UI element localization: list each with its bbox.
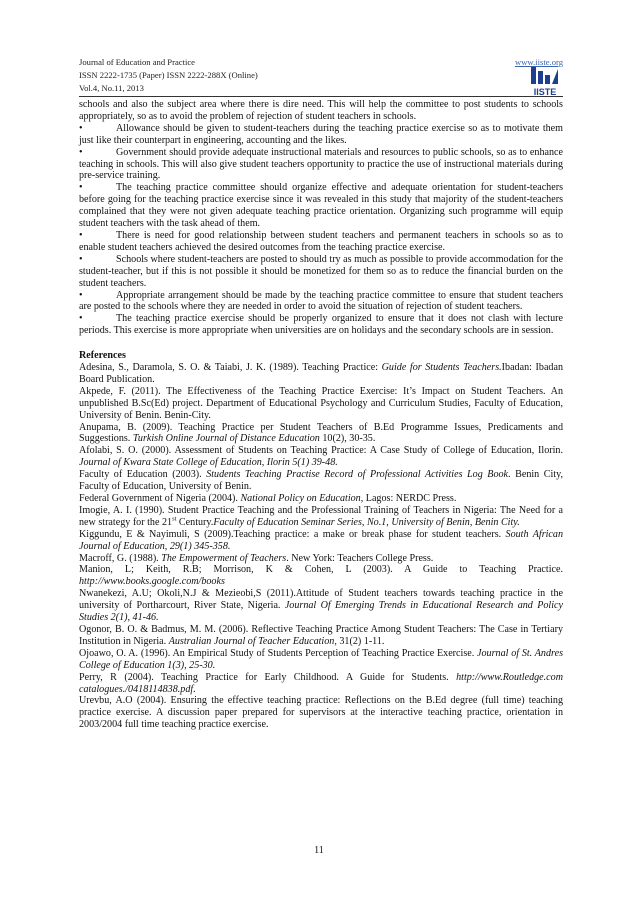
reference-source: http://www.books.google.com/books (79, 576, 225, 588)
reference-entry (79, 648, 563, 672)
reference-text: 31(2) 1-11. (336, 635, 385, 647)
reference-text: Ojoawo, O. A. (1996). An Empirical Study of Students Perception of Teaching Practice Exercise. (79, 647, 478, 659)
header-rule (79, 96, 563, 97)
reference-text: Macroff, G. (1988). (79, 552, 162, 564)
bullet-icon: • (79, 253, 83, 265)
reference-text: Ibadan: Ibadan Board Publication. (79, 362, 563, 385)
bullet-icon: • (79, 146, 83, 158)
intro-paragraph: schools and also the subject area where there is dire need. This will help the committee to post students to schools appropriately, so as to avoid the problem of rejection of student teachers in schools. (79, 99, 563, 122)
reference-text: Afolabi, S. O. (2000). Assessment of Students on Teaching Practice: A Case Study of College of Education, Ilorin. (79, 445, 563, 457)
reference-entry (79, 362, 563, 386)
references-heading: References (79, 350, 126, 362)
reference-source: http://www.Routledge.com catalogues./0418114838.pdf. (79, 671, 563, 695)
reference-source: The Empowerment of Teachers (161, 552, 287, 564)
recommendation-item (79, 313, 563, 337)
references-list (79, 362, 563, 731)
reference-source: National Policy on Education (240, 493, 361, 504)
reference-entry (79, 588, 563, 624)
page-header (79, 56, 563, 95)
reference-entry (79, 553, 563, 565)
bullet-icon: • (79, 313, 83, 325)
reference-text: . Benin City, Faculty of Education, University of Benin. (79, 469, 564, 493)
recommendation-text: Appropriate arrangement should be made by the teaching practice committee to ensure that student teachers are posted to the schools where they are needed in order to avoid the situation of rejection of student teachers. (79, 289, 563, 313)
iiste-logo (528, 67, 562, 97)
reference-text: Akpede, F. (2011). The Effectiveness of the Teaching Practice Exercise: It’s Impact on Student Teachers. An unpublished B.Sc(Ed) project. Department of Educational Psychology and Curriculum Studies, Faculty of Education, University of Benin. Benin-City. (79, 385, 563, 421)
reference-text: , Lagos: NERDC Press. (360, 493, 457, 504)
reference-text: Anupama, B. (2009). Teaching Practice per Student Teachers of B.Ed Programme Issues, Predicaments and Suggestions. (79, 421, 563, 445)
bullet-icon: • (79, 122, 83, 134)
recommendation-text: There is need for good relationship between student teachers and permanent teachers in schools so as to enable student teachers achieved the desired outcomes from the teaching practice exercise. (79, 229, 563, 253)
recommendations-list (79, 123, 563, 337)
reference-text: Century. (176, 516, 214, 528)
recommendation-text: Schools where student-teachers are posted to should try as much as possible to provide accommodation for the student-teacher, but if this is not possible it should be monetized for them so as to reduce the financial burden on the student teachers. (79, 253, 563, 289)
bullet-icon: • (79, 289, 83, 301)
reference-text: Ogonor, B. O. & Badmus, M. M. (2006). Reflective Teaching Practice Among Student Teachers: The Case in Tertiary Institution in Nigeria. (79, 623, 563, 647)
bullet-icon: • (79, 182, 83, 194)
reference-source: Journal of St. Andres College of Education 1(3), 25-30. (79, 647, 563, 671)
recommendation-item (79, 230, 563, 254)
page-number: 11 (314, 845, 324, 856)
reference-entry (79, 695, 563, 731)
recommendation-text: The teaching practice exercise should be properly organized to ensure that it does not clash with lecture periods. This exercise is more appropriate when universities are on holidays and the secondary schools are in session. (79, 313, 563, 337)
recommendation-item (79, 290, 563, 314)
reference-text: . New York: Teachers College Press. (286, 552, 434, 564)
reference-text: Federal Government of Nigeria (2004). (79, 493, 241, 504)
recommendation-item (79, 254, 563, 290)
reference-entry (79, 672, 563, 696)
reference-text: Faculty of Education (2003). (79, 469, 207, 481)
reference-text: Urevbu, A.O (2004). Ensuring the effective teaching practice: Reflections on the B.Ed degree (full time) teaching practice exercise. A discussion paper prepared for supervisors at the interactive teaching practice, orientation in 2003/2004 full time teaching practice exercise. (79, 695, 563, 731)
reference-text: Manion, L; Keith, R.B; Morrison, K & Cohen, L (2003). A Guide to Teaching Practice. (79, 564, 563, 576)
reference-source: Journal of Kwara State College of Education, Ilorin 5(1) 39-48. (79, 457, 338, 469)
reference-text: Imogie, A. I. (1990). Student Practice Teaching and the Professional Training of Teachers in Nigeria: The Need for a new strategy for the 21 (79, 504, 563, 528)
volume-line: Vol.4, No.11, 2013 (79, 83, 144, 93)
reference-text: 10(2), 30-35. (319, 433, 376, 445)
recommendation-item (79, 123, 563, 147)
reference-entry (79, 386, 563, 422)
reference-entry (79, 624, 563, 648)
recommendation-text: Government should provide adequate instructional materials and resources to public schools, so as to enhance teaching in schools. This will also give student teachers opportunity to practice the use of instructional materials during pre-service training. (79, 146, 563, 182)
recommendation-text: The teaching practice committee should organize effective and adequate orientation for student-teachers before going for the teaching practice exercise since it was revealed in this study that majority of the student-teachers complained that they were not given adequate teaching practice orientation. Organizing such programme will equip student teachers with the task ahead of them. (79, 182, 563, 230)
reference-entry (79, 564, 563, 588)
reference-entry (79, 422, 563, 446)
reference-source: Australian Journal of Teacher Education, (168, 635, 337, 647)
bullet-icon: • (79, 229, 83, 241)
reference-entry (79, 529, 563, 553)
journal-url-link[interactable]: www.iiste.org (515, 57, 563, 67)
reference-entry (79, 469, 563, 493)
reference-text: Kiggundu, E & Nayimuli, S (2009).Teaching practice: a make or break phase for student teachers. (79, 528, 506, 540)
reference-source: Faculty of Education Seminar Series, No.1, University of Benin, Benin City. (213, 516, 520, 528)
reference-source: Turkish Online Journal of Distance Education (132, 433, 320, 445)
reference-text: Perry, R (2004). Teaching Practice for Early Childhood. A Guide for Students. (79, 671, 457, 683)
reference-text: Adesina, S., Daramola, S. O. & Taiabi, J. K. (1989). Teaching Practice: (79, 362, 382, 374)
issn-line: ISSN 2222-1735 (Paper) ISSN 2222-288X (Online) (79, 70, 258, 80)
recommendation-text: Allowance should be given to student-teachers during the teaching practice exercise so as to motivate them just like their counterpart in engineering, accounting and the likes. (79, 122, 563, 146)
reference-source: Journal Of Emerging Trends in Educational Research and Policy Studies 2(1), 41-46. (79, 600, 563, 624)
recommendation-item (79, 182, 563, 230)
logo-text: IISTE (533, 87, 557, 97)
journal-title: Journal of Education and Practice (79, 57, 195, 67)
reference-superscript: st (172, 515, 177, 523)
reference-source: Students Teaching Practise Record of Professional Activities Log Book (206, 469, 509, 481)
reference-entry (79, 505, 563, 529)
reference-source: Guide for Students Teachers. (381, 362, 502, 374)
reference-entry (79, 493, 563, 505)
reference-text: Nwanekezi, A.U; Okoli,N.J & Mezieobi,S (2011).Attitude of Student teachers towards teaching practice in the university of Portharcourt, River State, Nigeria. (79, 588, 563, 612)
reference-entry (79, 445, 563, 469)
article-body (79, 99, 563, 731)
recommendation-item (79, 147, 563, 183)
reference-source: South African Journal of Education, 29(1) 345-358. (79, 528, 563, 552)
